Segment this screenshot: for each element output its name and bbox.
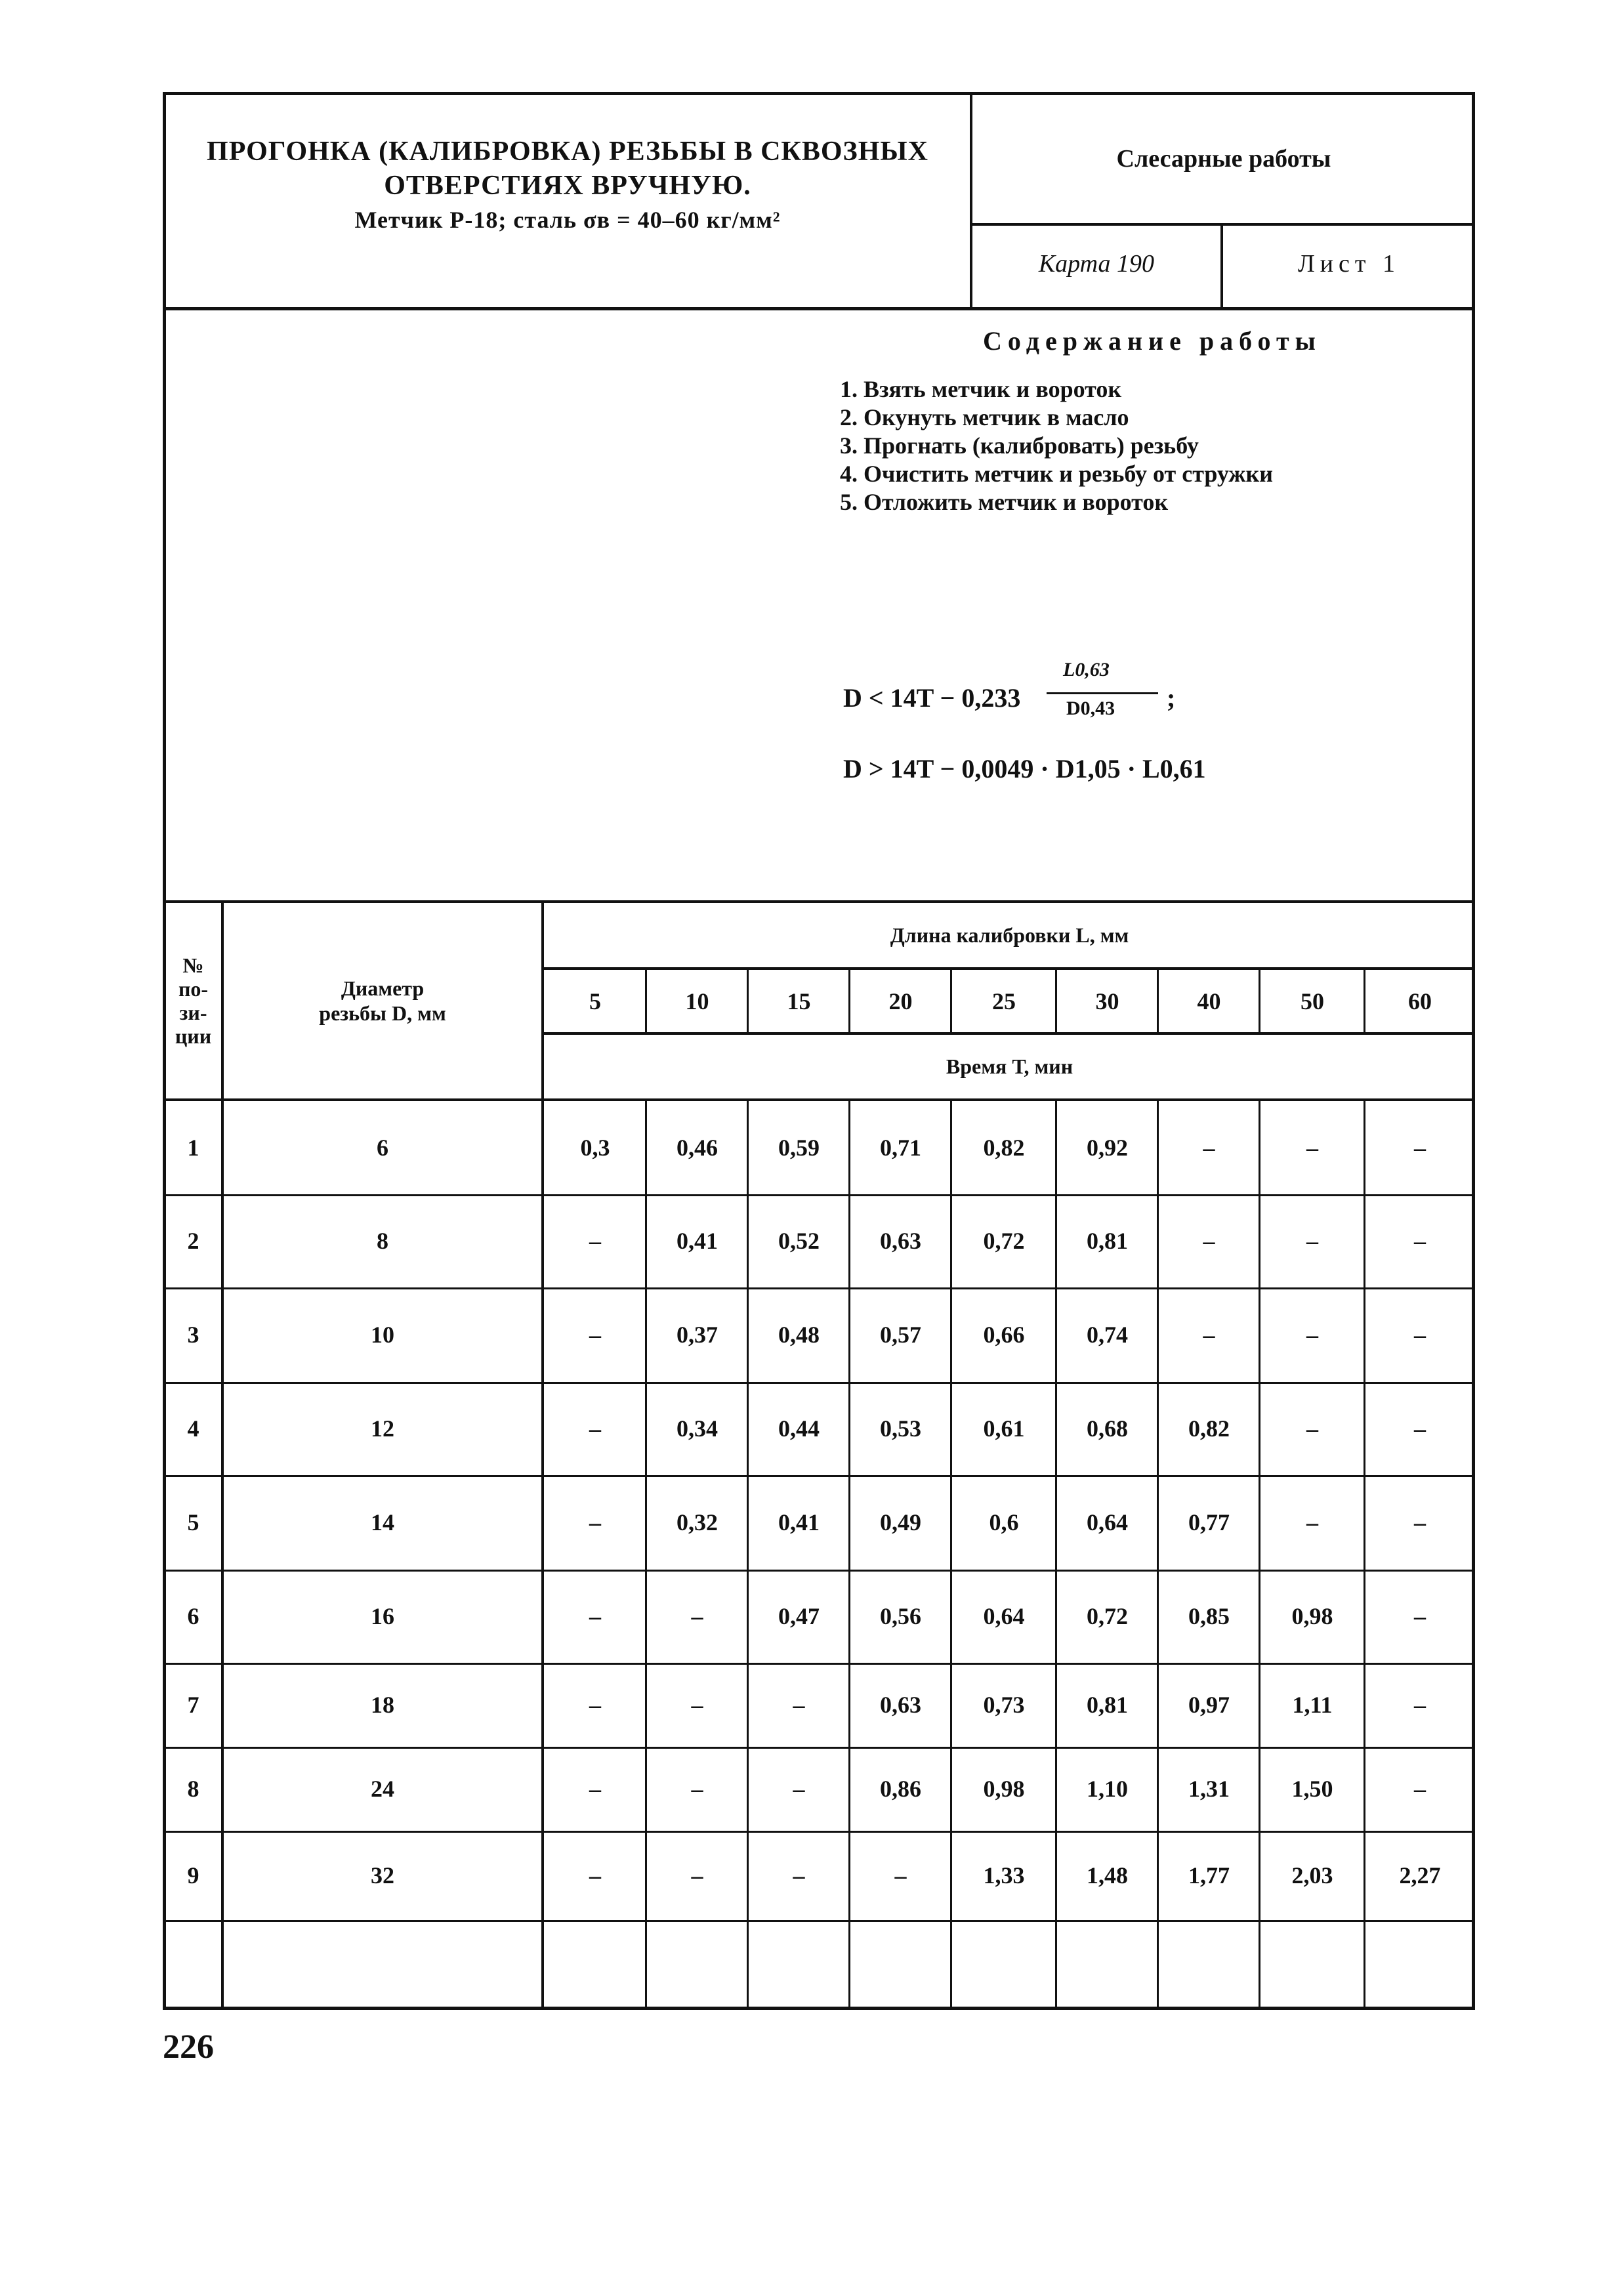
table-row-time: – [1306, 1509, 1318, 1535]
table-row-time: 1,11 [1292, 1692, 1333, 1718]
table-row-time: – [793, 1692, 805, 1718]
table-row-diameter: 6 [377, 1135, 388, 1161]
table-row-time: 0,46 [677, 1135, 718, 1161]
table-row-diameter: 32 [371, 1862, 394, 1889]
table-row-time: – [1414, 1135, 1426, 1161]
length-value: 60 [1408, 988, 1432, 1014]
table-row-time: 1,31 [1188, 1776, 1230, 1802]
table-row-diameter: 10 [371, 1322, 394, 1348]
table-row-time: 1,10 [1087, 1776, 1128, 1802]
table-row-position: 9 [187, 1862, 199, 1889]
table-row-time: 2,03 [1291, 1862, 1333, 1889]
length-value: 5 [589, 988, 601, 1014]
table-bottom-line [163, 2007, 1475, 2010]
table-row-time: 0,48 [778, 1322, 820, 1348]
table-row-time: 1,48 [1087, 1862, 1128, 1889]
table-row-time: 0,81 [1087, 1692, 1128, 1718]
table-row-time: 0,92 [1087, 1135, 1128, 1161]
table-row-time: – [894, 1862, 907, 1889]
table-row-time: 0,63 [880, 1228, 921, 1254]
table-row-time: 2,27 [1399, 1862, 1441, 1889]
table-row-time: – [589, 1603, 601, 1629]
length-value: 10 [685, 988, 709, 1014]
table-row-time: – [1414, 1692, 1426, 1718]
table-row-time: – [1306, 1415, 1318, 1442]
table-row-position: 7 [187, 1692, 199, 1718]
table-row-time: – [589, 1228, 601, 1254]
table-row-time: 0,3 [580, 1135, 610, 1161]
table-row-time: 0,41 [778, 1509, 820, 1535]
table-row-position: 1 [187, 1135, 199, 1161]
table-row-time: 0,66 [983, 1322, 1025, 1348]
table-row-divider [163, 1920, 1475, 1922]
table-row-time: 0,74 [1087, 1322, 1128, 1348]
header-position-number-text: № по- зи- ции [175, 953, 212, 1048]
table-row-time: 0,32 [677, 1509, 718, 1535]
header-length: Длина калибровки L, мм [890, 923, 1129, 947]
table-row-time: – [1203, 1322, 1215, 1348]
page-title [171, 135, 965, 237]
title-line-1: ПРОГОНКА (КАЛИБРОВКА) РЕЗЬБЫ В СКВОЗНЫХ [207, 136, 928, 167]
table-row-time: – [1414, 1415, 1426, 1442]
table-row-time: 0,81 [1087, 1228, 1128, 1254]
table-row-time: 0,82 [1188, 1415, 1230, 1442]
header-diameter-text: Диаметр резьбы D, мм [319, 976, 446, 1025]
table-row-time: 0,41 [677, 1228, 718, 1254]
table-row-time: 0,53 [880, 1415, 921, 1442]
work-step-4: 4. Очистить метчик и резьбу от стружки [840, 461, 1273, 487]
table-row-time: – [1306, 1228, 1318, 1254]
table-row-time: – [589, 1322, 601, 1348]
length-value: 20 [888, 988, 913, 1014]
page-number: 226 [163, 2028, 214, 2066]
table-row-diameter: 24 [371, 1776, 394, 1802]
formula-1-end: ; [1167, 683, 1176, 713]
table-row-time: – [589, 1776, 601, 1802]
header-time: Время Т, мин [946, 1054, 1073, 1078]
table-row-time: – [1414, 1509, 1426, 1535]
formula-1-left: D < 14T − 0,233 [843, 683, 1021, 713]
table-row-time: 0,73 [983, 1692, 1025, 1718]
table-row-time: – [793, 1862, 805, 1889]
table-row-time: 0,71 [880, 1135, 921, 1161]
length-value: 25 [992, 988, 1016, 1014]
title-line-2: ОТВЕРСТИЯХ ВРУЧНУЮ. [384, 171, 751, 201]
table-row-time: – [691, 1862, 703, 1889]
table-row-position: 6 [187, 1603, 199, 1629]
table-row-time: 0,44 [778, 1415, 820, 1442]
table-row-time: – [1203, 1135, 1215, 1161]
table-row-position: 8 [187, 1776, 199, 1802]
work-step-3: 3. Прогнать (калибровать) резьбу [840, 432, 1199, 459]
formula-1-fraction-bar [1047, 692, 1158, 694]
table-row-diameter: 14 [371, 1509, 394, 1535]
table-row-time: 0,61 [983, 1415, 1025, 1442]
title-line-3: Метчик Р-18; сталь σв = 40–60 кг/мм² [354, 207, 781, 233]
table-row-time: 0,59 [778, 1135, 820, 1161]
formula-1-numerator: L0,63 [1063, 659, 1110, 680]
table-row-diameter: 8 [377, 1228, 388, 1254]
table-row-time: 0,72 [983, 1228, 1025, 1254]
table-row-position: 5 [187, 1509, 199, 1535]
length-value: 30 [1095, 988, 1119, 1014]
table-row-time: 0,77 [1188, 1509, 1230, 1535]
table-row-time: – [1414, 1603, 1426, 1629]
sheet-label: Лист 1 [1297, 250, 1401, 278]
length-value: 40 [1197, 988, 1221, 1014]
table-row-position: 2 [187, 1228, 199, 1254]
table-row-time: 0,64 [1087, 1509, 1128, 1535]
table-row-time: 1,33 [983, 1862, 1025, 1889]
table-row-time: 0,64 [983, 1603, 1025, 1629]
section-label: Слесарные работы [1116, 145, 1331, 173]
table-row-time: – [589, 1692, 601, 1718]
header-position-number [165, 906, 221, 1096]
work-steps [840, 375, 1273, 516]
work-step-1: 1. Взять метчик и вороток [840, 376, 1122, 402]
table-row-time: 0,86 [880, 1776, 921, 1802]
table-row-position: 4 [187, 1415, 199, 1442]
table-row-time: 0,98 [983, 1776, 1025, 1802]
table-row-time: – [691, 1603, 703, 1629]
table-row-diameter: 16 [371, 1603, 394, 1629]
header-bottom-line [163, 307, 1475, 310]
work-step-5: 5. Отложить метчик и вороток [840, 489, 1169, 515]
work-heading: Содержание работы [983, 326, 1322, 356]
table-row-time: 0,47 [778, 1603, 820, 1629]
table-row-time: 0,97 [1188, 1692, 1230, 1718]
table-row-time: 0,37 [677, 1322, 718, 1348]
formula-1-denominator: D0,43 [1066, 698, 1115, 719]
table-row-time: 0,85 [1188, 1603, 1230, 1629]
table-row-time: 1,50 [1291, 1776, 1333, 1802]
table-row-time: 0,82 [983, 1135, 1025, 1161]
work-step-2: 2. Окунуть метчик в масло [840, 404, 1129, 430]
table-row-time: – [1414, 1322, 1426, 1348]
table-row-position: 3 [187, 1322, 199, 1348]
table-row-time: 0,98 [1291, 1603, 1333, 1629]
table-row-time: – [691, 1692, 703, 1718]
table-row-time: – [1414, 1776, 1426, 1802]
table-row-time: 0,63 [880, 1692, 921, 1718]
table-row-diameter: 12 [371, 1415, 394, 1442]
table-row-time: – [589, 1862, 601, 1889]
table-row-time: – [1414, 1228, 1426, 1254]
table-row-time: – [1306, 1322, 1318, 1348]
table-row-time: – [589, 1415, 601, 1442]
table-row-diameter: 18 [371, 1692, 394, 1718]
table-row-time: 1,77 [1188, 1862, 1230, 1889]
header-diameter [224, 906, 541, 1096]
table-row-time: – [691, 1776, 703, 1802]
formula-2: D > 14T − 0,0049 · D1,05 · L0,61 [843, 754, 1206, 783]
card-label: Карта 190 [1038, 250, 1155, 278]
table-row-time: 0,6 [989, 1509, 1019, 1535]
table-row-time: – [1306, 1135, 1318, 1161]
table-row-time: 0,68 [1087, 1415, 1128, 1442]
length-value: 50 [1301, 988, 1324, 1014]
table-row-time: – [589, 1509, 601, 1535]
table-row-time: 0,72 [1087, 1603, 1128, 1629]
table-row-time: – [1203, 1228, 1215, 1254]
table-row-time: 0,49 [880, 1509, 921, 1535]
table-row-time: 0,52 [778, 1228, 820, 1254]
table-row-time: 0,56 [880, 1603, 921, 1629]
table-row-time: 0,34 [677, 1415, 718, 1442]
table-row-time: 0,57 [880, 1322, 921, 1348]
length-value: 15 [787, 988, 811, 1014]
table-row-time: – [793, 1776, 805, 1802]
